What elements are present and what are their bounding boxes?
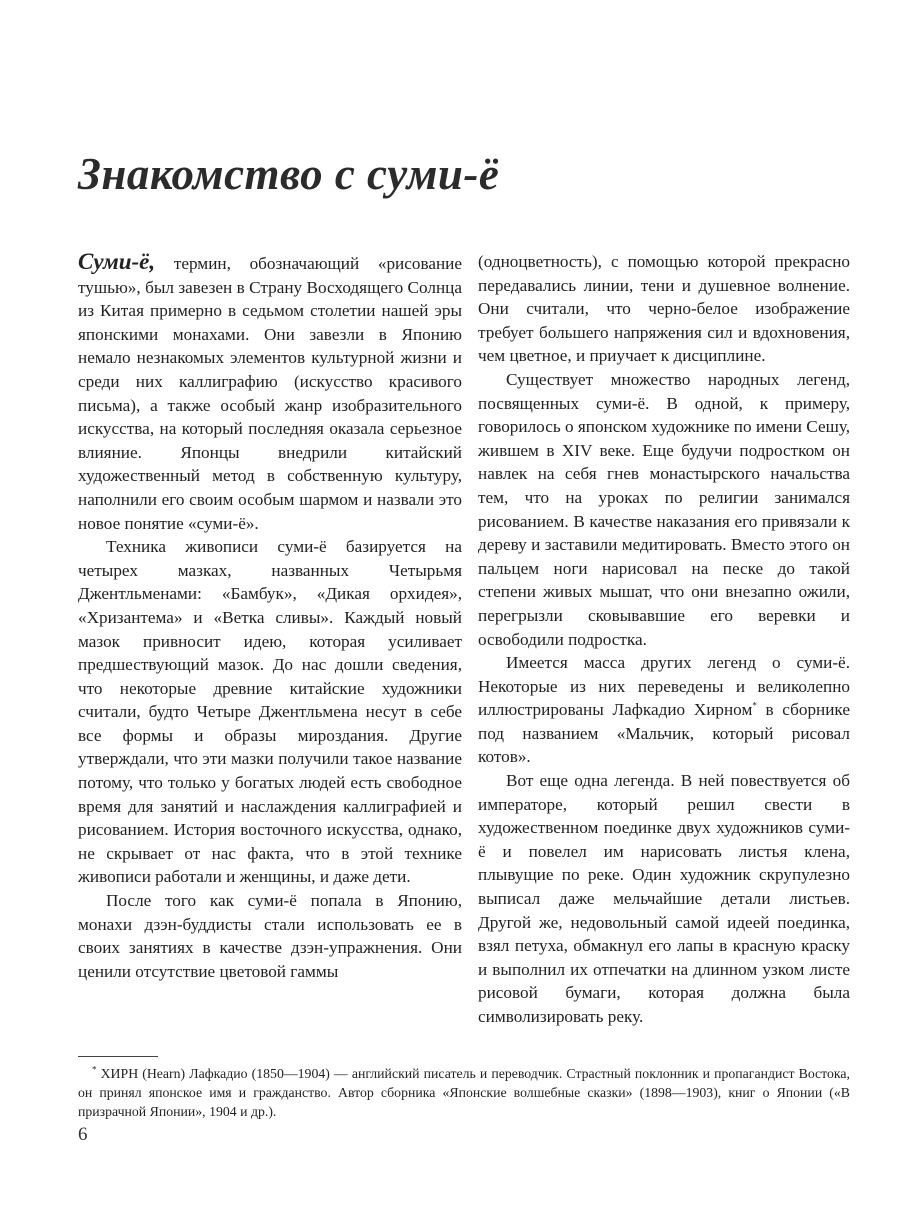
- paragraph: [478, 651, 850, 769]
- paragraph: Вот еще одна легенда. В ней повествуется об императоре, который решил свести в художественном поединке двух художников суми-ё и повелел им нарисовать листья клена, плывущие по реке. Один художник скрупулезно выписал даже мельчайшие детали листьев. Другой же, недовольный самой идеей поединка, взял петуха, обмакнул его лапы в красную краску и выполнил их отпечатки на длинном узком листе рисовой бумаги, которая должна была символизировать реку.: [478, 771, 850, 1026]
- left-column: [78, 250, 462, 983]
- page-title: Знакомство с суми-ё: [78, 149, 500, 199]
- footnote-marker: *: [92, 1064, 97, 1075]
- right-column: [478, 250, 850, 1029]
- paragraph-text: термин, обозначающий «рисование тушью», был завезен в Страну Восходящего Солнца из Китая примерно в седьмом столетии нашей эры японскими монахами. Они завезли в Японию немало незнакомых элементов культурной жизни и среди них каллиграфию (искусство красивого письма), а также особый жанр изобразительного искусства, на который последняя оказала серьезное влияние. Японцы внедрили китайский художественный метод в собственную культуру, наполнили его своим особым шармом и назвали это новое понятие «суми-ё».: [78, 254, 462, 533]
- footnote: [78, 1064, 850, 1121]
- paragraph: После того как суми-ё попала в Японию, монахи дзэн-буддисты стали использовать ее в своих занятиях в качестве дзэн-упражнения. Они ценили отсутствие цветовой гаммы: [78, 891, 462, 981]
- lead-term: Суми-ё,: [78, 249, 156, 274]
- paragraph: Техника живописи суми-ё базируется на четырех мазках, названных Четырьмя Джентльменами: «Бамбук», «Дикая орхидея», «Хризантема» и «Ветка сливы». Каждый новый мазок привносит идею, которая усиливает предшествующий мазок. До нас дошли сведения, что некоторые древние китайские художники считали, будто Четыре Джентльмена несут в себе все формы и образы мироздания. Другие утверждали, что эти мазки получили такое название потому, что только у богатых людей есть свободное время для занятий и наслаждения каллиграфией и рисованием. История восточного искусства, однако, не скрывает от нас факта, что в этой технике живописи работали и женщины, и даже дети.: [78, 537, 462, 887]
- page-number: 6: [78, 1124, 88, 1145]
- paragraph: (одноцветность), с помощью которой прекрасно передавались линии, тени и душевное волнение. Они считали, что черно-белое изображение требует большего напряжения сил и вдохновения, чем цветное, и приучает к дисциплине.: [478, 252, 850, 366]
- paragraph: [78, 250, 462, 535]
- paragraph-text: Имеется масса других легенд о суми-ё. Некоторые из них переведены и великолепно иллюстрированы Лафкадио Хирном: [478, 653, 850, 720]
- paragraph-text: в сборнике под названием «Мальчик, который рисовал котов».: [478, 700, 850, 767]
- paragraph: Существует множество народных легенд, посвященных суми-ё. В одной, к примеру, говорилось о японском художнике по имени Сешу, жившем в XIV веке. Еще будучи подростком он навлек на себя гнев монастырского начальства тем, что на уроках по религии занимался рисованием. В качестве наказания его привязали к дереву и заставили медитировать. Вместо этого он пальцем ноги нарисовал на песке до такой степени живых мышат, что они внезапно ожили, перегрызли сковывавшие его веревки и освободили подростка.: [478, 369, 850, 649]
- footnote-reference: *: [752, 700, 757, 711]
- footnote-divider: [78, 1056, 158, 1057]
- footnote-text: ХИРН (Hearn) Лафкадио (1850—1904) — английский писатель и переводчик. Страстный поклонник и пропагандист Востока, он принял японское имя и гражданство. Автор сборника «Японские волшебные сказки» (1898—1903), книг о Японии («В призрачной Японии», 1904 и др.).: [78, 1066, 850, 1119]
